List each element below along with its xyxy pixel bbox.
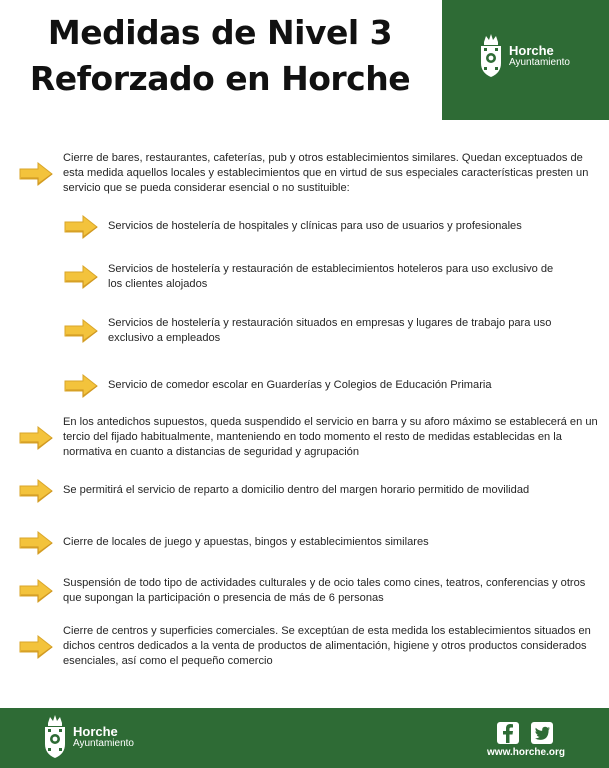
measure-text: Cierre de locales de juego y apuestas, bingos y establecimientos similares (63, 536, 429, 549)
list-item (63, 262, 568, 292)
arrow-icon (63, 265, 99, 289)
measure-text: Servicios de hostelería y restauración situados en empresas y lugares de trabajo para uso exclusivo a empleados (108, 317, 552, 345)
website-link[interactable]: www.horche.org (487, 747, 565, 758)
facebook-icon[interactable] (497, 722, 519, 744)
list-item (63, 316, 568, 346)
arrow-icon (63, 215, 99, 239)
list-item (18, 151, 605, 197)
page-title-line-2: Reforzado en Horche (29, 59, 411, 98)
twitter-icon[interactable] (531, 722, 553, 744)
footer-logo (42, 714, 134, 760)
list-item (18, 624, 605, 670)
arrow-icon (18, 479, 54, 503)
town-logo (478, 33, 570, 79)
logo-subtitle: Ayuntamiento (509, 56, 570, 68)
list-item (63, 215, 568, 239)
list-item (63, 374, 568, 398)
list-item (18, 531, 605, 555)
measure-text: Servicios de hostelería de hospitales y clínicas para uso de usuarios y profesionales (108, 220, 522, 233)
coat-of-arms-icon (478, 33, 504, 79)
brand-box (442, 0, 609, 120)
logo-subtitle: Ayuntamiento (73, 737, 134, 749)
coat-of-arms-icon (42, 714, 68, 760)
measure-text: Servicios de hostelería y restauración de establecimientos hoteleros para uso exclusivo de los clientes alojados (108, 263, 554, 291)
arrow-icon (18, 162, 54, 186)
page-title-line-1: Medidas de Nivel 3 (47, 13, 393, 52)
measure-text: Cierre de bares, restaurantes, cafeterías, pub y otros establecimientos similares. Quedan exceptuados de esta medida aquellos locales y establecimientos que en virtud de sus especiales características presten un servicio que se pueda considerar esencial o no sustituible: (63, 152, 589, 195)
arrow-icon (63, 374, 99, 398)
footer (0, 708, 609, 768)
arrow-icon (18, 531, 54, 555)
arrow-icon (18, 635, 54, 659)
list-item (18, 576, 605, 606)
arrow-icon (18, 426, 54, 450)
measure-text: Cierre de centros y superficies comerciales. Se exceptúan de esta medida los establecimientos situados en dichos centros dedicados a la venta de productos de alimentación, higiene y otros productos considerados esenciales, así como el pequeño comercio (63, 625, 591, 668)
measure-text: Servicio de comedor escolar en Guarderías y Colegios de Educación Primaria (108, 379, 492, 392)
arrow-icon (18, 579, 54, 603)
header (0, 0, 609, 120)
logo-name: Horche (509, 42, 554, 58)
list-item (18, 479, 605, 503)
measure-text: Suspensión de todo tipo de actividades culturales y de ocio tales como cines, teatros, conferencias y otros que supongan la participación o presencia de más de 6 personas (63, 577, 586, 605)
logo-name: Horche (73, 723, 118, 739)
list-item (18, 415, 605, 461)
page-title (0, 10, 440, 102)
measure-text: En los antedichos supuestos, queda suspendido el servicio en barra y su aforo máximo se establecerá en un tercio del fijado habitualmente, manteniendo en todo momento el resto de medidas establecidas en la normativa en cuanto a distancias de seguridad y agrupación (63, 416, 598, 459)
arrow-icon (63, 319, 99, 343)
measure-text: Se permitirá el servicio de reparto a domicilio dentro del margen horario permitido de movilidad (63, 484, 530, 497)
